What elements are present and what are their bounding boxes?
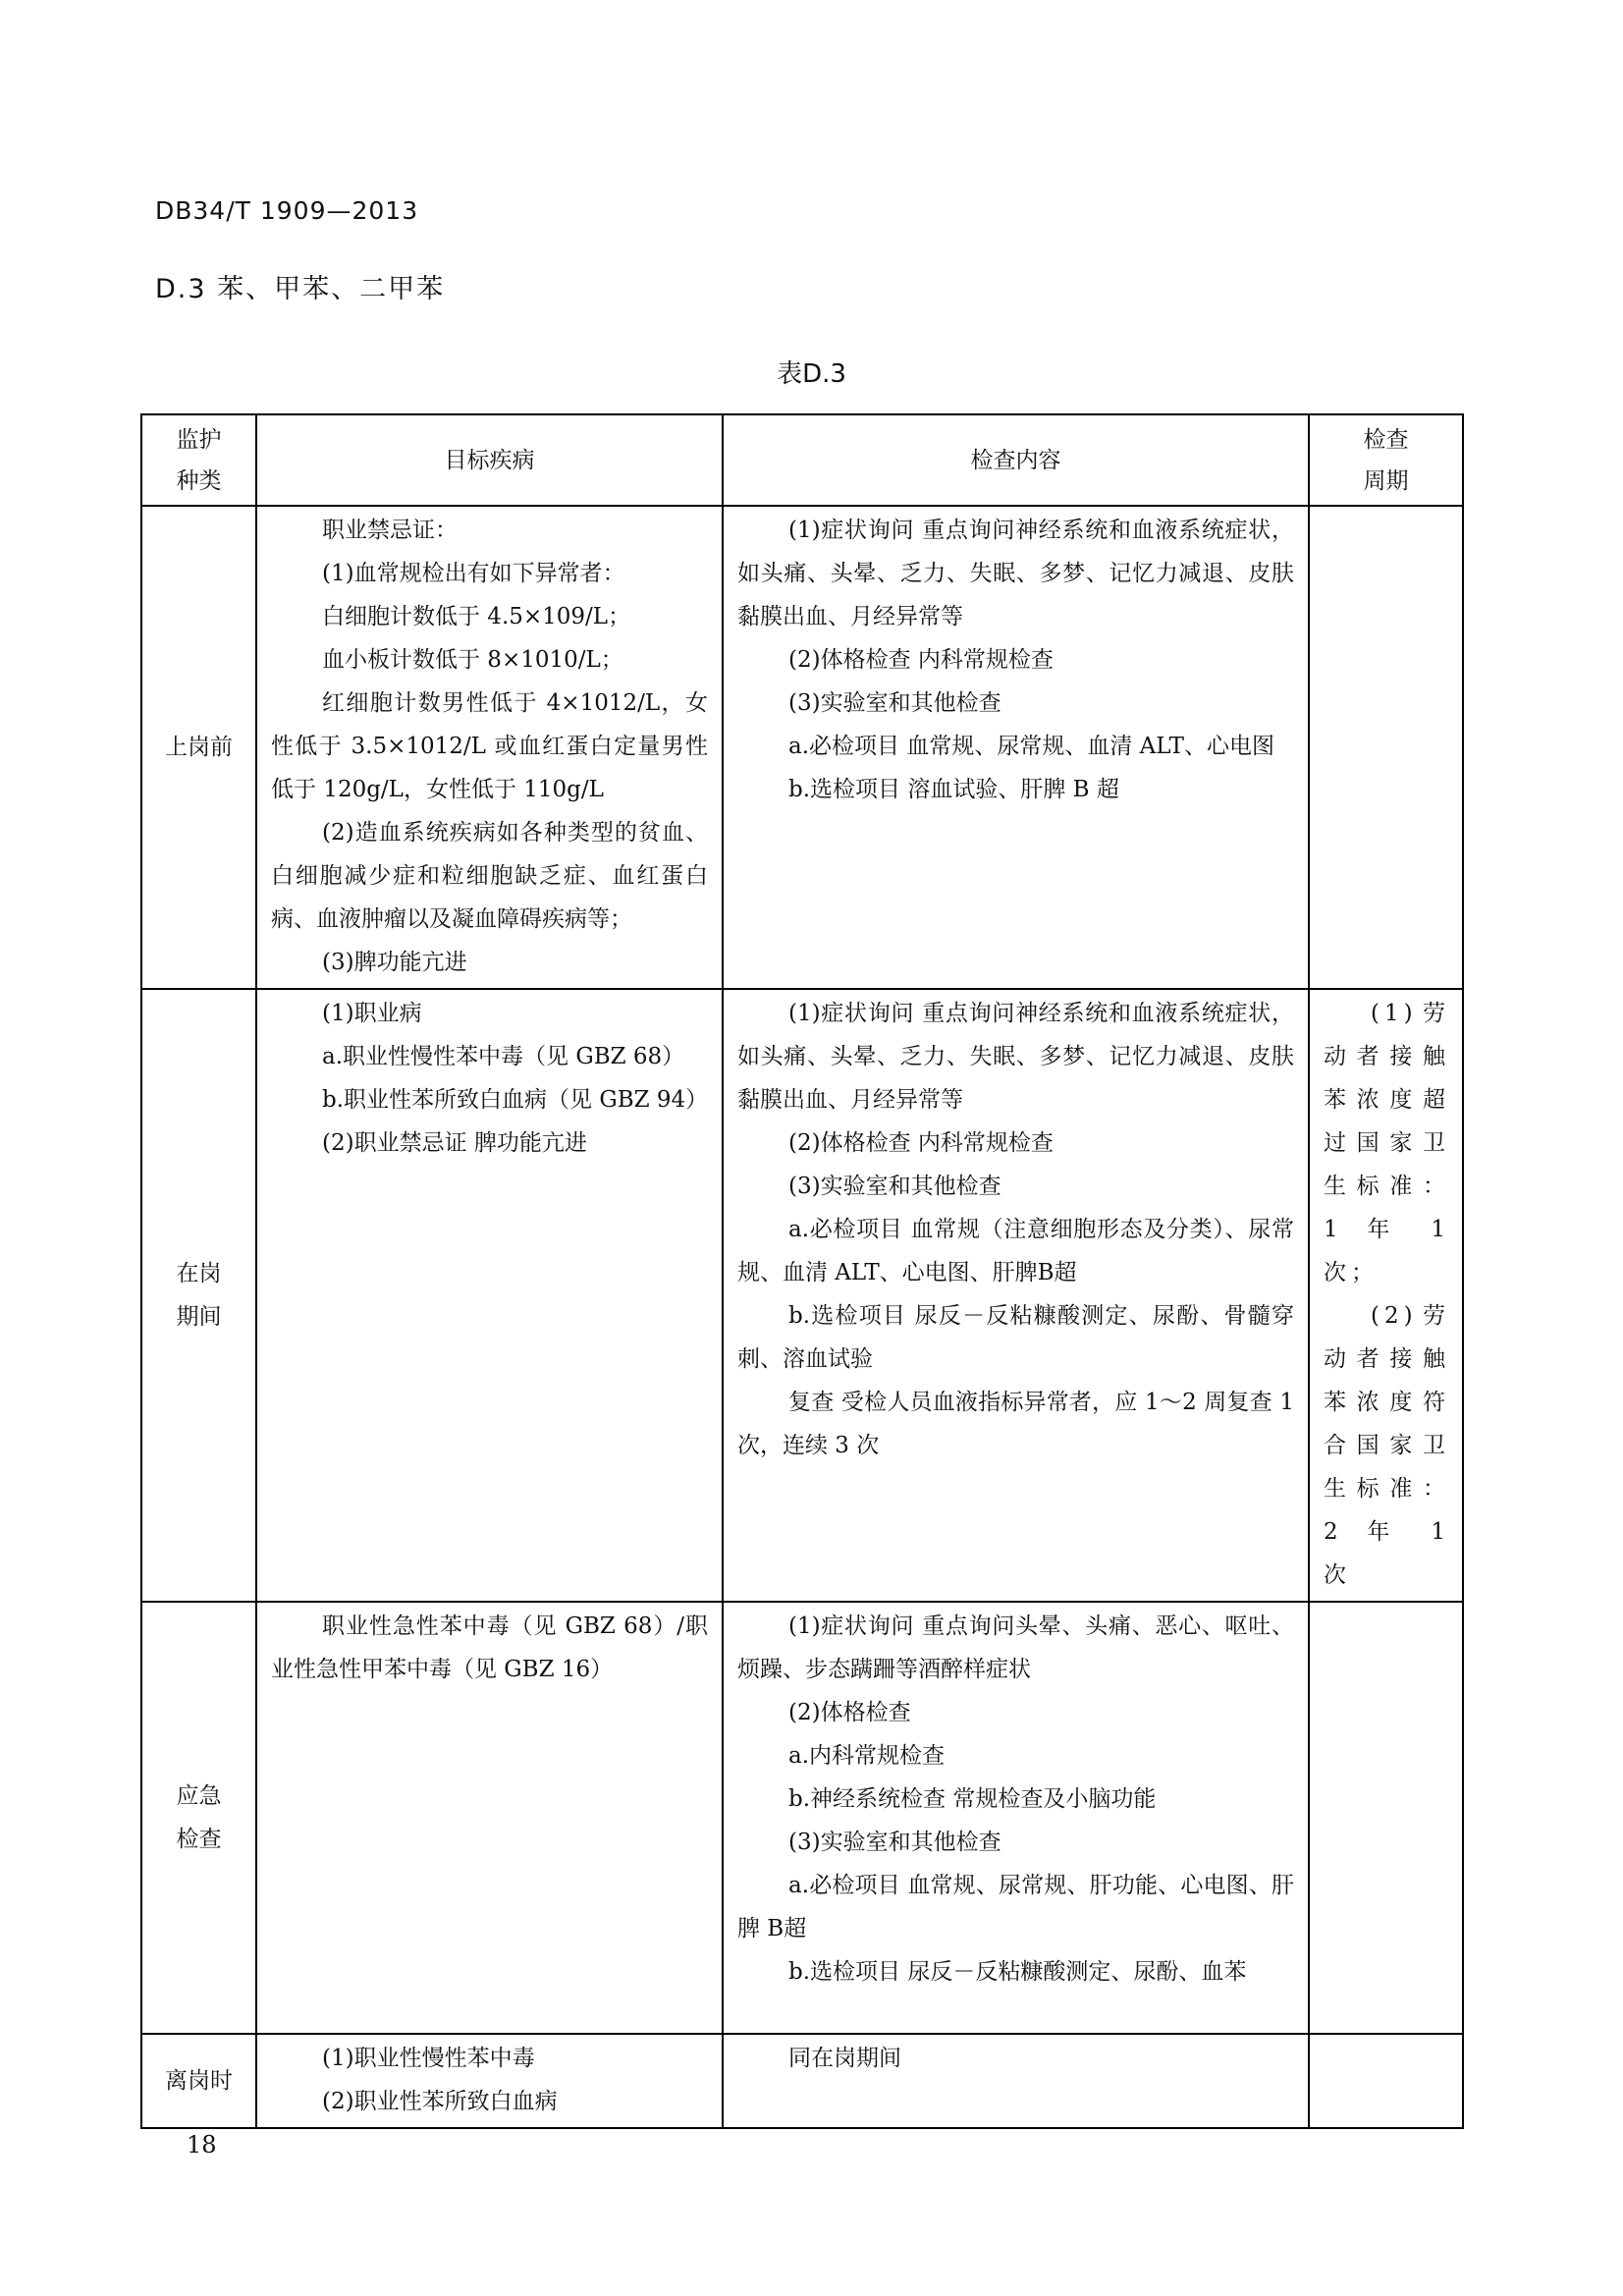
row-disease [256,989,723,1602]
table-row [141,989,1463,1602]
header-content: 检查内容 [723,414,1309,506]
document-code: DB34/T 1909—2013 [155,196,419,225]
page-number: 18 [187,2131,217,2159]
content-line: a.必检项目 血常规（注意细胞形态及分类）、尿常规、血清 ALT、心电图、肝脾B超 [737,1217,1294,1285]
row-content [723,506,1309,989]
row-type: 离岗时 [141,2034,256,2128]
disease-line: (1)职业病 [322,1001,422,1026]
row-cycle [1309,989,1463,1602]
content-line: 同在岗期间 [788,2046,901,2071]
table-row [141,2034,1463,2128]
disease-line: (3)脾功能亢进 [322,950,467,975]
content-line: (1)症状询问 重点询问神经系统和血液系统症状，如头痛、头晕、乏力、失眠、多梦、记忆力减退、皮肤黏膜出血、月经异常等 [737,1001,1294,1113]
row-disease [256,506,723,989]
content-line: a.内科常规检查 [788,1743,946,1769]
row-cycle [1309,1602,1463,2034]
disease-line: b.职业性苯所致白血病（见 GBZ 94） [322,1087,709,1113]
disease-line: (2)造血系统疾病如各种类型的贫血、白细胞减少症和粒细胞缺乏症、血红蛋白病、血液肿瘤以及凝血障碍疾病等； [271,820,708,932]
table-header-row [141,414,1463,506]
disease-line: (1)职业性慢性苯中毒 [322,2046,535,2071]
content-line: b.选检项目 尿反－反粘糠酸测定、尿酚、骨髓穿刺、溶血试验 [737,1303,1294,1372]
disease-line: a.职业性慢性苯中毒（见 GBZ 68） [322,1044,685,1069]
header-disease: 目标疾病 [256,414,723,506]
content-line: (1)症状询问 重点询问头晕、头痛、恶心、呕吐、烦躁、步态蹒跚等酒醉样症状 [737,1613,1294,1682]
content-line: (2)体格检查 内科常规检查 [788,647,1054,673]
cycle-line: (2)劳动者接触苯浓度符合国家卫生标准：2 年 1 次 [1324,1303,1450,1588]
row-cycle [1309,506,1463,989]
disease-line: (2)职业性苯所致白血病 [322,2089,558,2114]
row-disease [256,2034,723,2128]
disease-line: (2)职业禁忌证 脾功能亢进 [322,1130,587,1156]
disease-line: 职业性急性苯中毒（见 GBZ 68）/职业性急性甲苯中毒（见 GBZ 16） [271,1613,708,1682]
disease-line: 血小板计数低于 8×1010/L； [322,647,623,673]
content-line: (3)实验室和其他检查 [788,1830,1001,1855]
content-line: b.选检项目 尿反－反粘糠酸测定、尿酚、血苯 [788,1959,1247,1985]
row-content [723,1602,1309,2034]
content-line: a.必检项目 血常规、尿常规、肝功能、心电图、肝脾 B超 [737,1873,1294,1941]
row-content [723,989,1309,1602]
content-line: (3)实验室和其他检查 [788,1174,1001,1199]
row-content [723,2034,1309,2128]
monitoring-table [140,413,1464,2129]
disease-line: 职业禁忌证： [322,518,458,543]
content-line: (1)症状询问 重点询问神经系统和血液系统症状，如头痛、头晕、乏力、失眠、多梦、记忆力减退、皮肤黏膜出血、月经异常等 [737,518,1294,629]
table-row [141,506,1463,989]
content-line: b.神经系统检查 常规检查及小脑功能 [788,1786,1157,1812]
row-cycle [1309,2034,1463,2128]
cycle-line: (1)劳动者接触苯浓度超过国家卫生标准：1 年 1 次； [1324,1001,1450,1285]
row-type: 上岗前 [141,506,256,989]
header-type: 监护种类 [141,414,256,506]
row-disease [256,1602,723,2034]
table-row [141,1602,1463,2034]
content-line: a.必检项目 血常规、尿常规、血清 ALT、心电图 [788,734,1274,759]
content-line: 复查 受检人员血液指标异常者，应 1～2 周复查 1 次，连续 3 次 [737,1390,1294,1458]
row-type: 应急检查 [141,1602,256,2034]
content-line: b.选检项目 溶血试验、肝脾 B 超 [788,777,1119,802]
disease-line: 红细胞计数男性低于 4×1012/L，女性低于 3.5×1012/L 或血红蛋白定量男性低于 120g/L，女性低于 110g/L [271,690,708,802]
content-line: (2)体格检查 内科常规检查 [788,1130,1054,1156]
header-cycle: 检查周期 [1309,414,1463,506]
content-line: (3)实验室和其他检查 [788,690,1001,716]
disease-line: 白细胞计数低于 4.5×109/L； [322,604,631,629]
row-type: 在岗期间 [141,989,256,1602]
disease-line: (1)血常规检出有如下异常者： [322,561,625,586]
table-caption: 表D.3 [777,359,846,389]
section-heading: D.3 苯、甲苯、二甲苯 [155,274,446,304]
content-line: (2)体格检查 [788,1700,911,1725]
